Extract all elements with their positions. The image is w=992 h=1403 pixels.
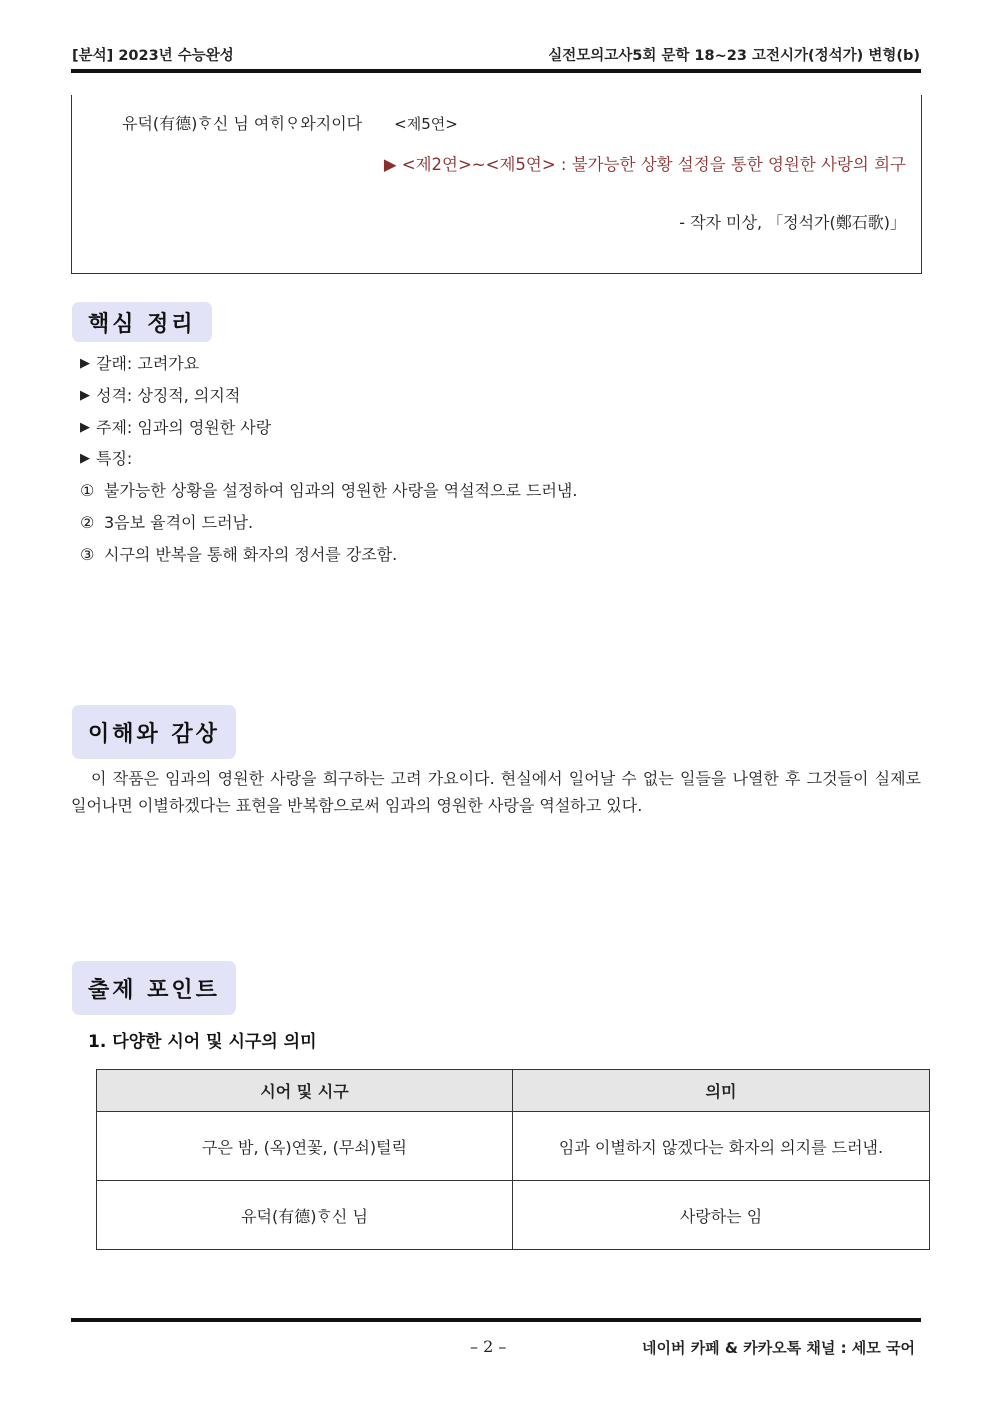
- poem-text: 유덕(有德)ᄒᆞ신 님 여ᄒᆡᄋᆞ와지이다: [122, 114, 363, 133]
- header-left: [분석] 2023년 수능완성: [72, 48, 234, 64]
- table-cell: 임과 이별하지 않겠다는 화자의 의지를 드러냄.: [513, 1112, 930, 1181]
- table-row: [97, 1181, 930, 1250]
- feature-item: ① 불가능한 상황을 설정하여 임과의 영원한 사랑을 역설적으로 드러냄.: [80, 479, 577, 511]
- feature-item: ③ 시구의 반복을 통해 화자의 정서를 강조함.: [80, 543, 577, 575]
- column-header: 시어 및 시구: [97, 1070, 513, 1112]
- list-item: ▶ 갈래: 고려가요: [80, 352, 577, 384]
- triangle-bullet-icon: ▶: [80, 419, 90, 435]
- triangle-bullet-icon: ▶: [80, 356, 90, 371]
- triangle-bullet-icon: ▶: [80, 387, 90, 403]
- feature-item: ② 3음보 율격이 드러남.: [80, 511, 577, 543]
- table-cell: 사랑하는 임: [513, 1181, 930, 1250]
- section-title-appreciation: 이해와 감상: [72, 705, 236, 759]
- poem-line: [122, 111, 458, 134]
- section-title-core: 핵심 정리: [72, 302, 212, 342]
- vocab-table: [96, 1069, 930, 1250]
- appreciation-text: 이 작품은 임과의 영원한 사랑을 희구하는 고려 가요이다. 현실에서 일어날 수 없는 일들을 나열한 후 그것들이 실제로 일어나면 이별하겠다는 표현을 반복함으로써 임과의 영원한 사랑을 역설하고 있다.: [71, 769, 921, 815]
- footer-channel: 네이버 카페 & 카카오톡 채널 : 세모 국어: [642, 1339, 915, 1357]
- feature-number: ①: [80, 481, 95, 501]
- poem-summary: ▶ <제2연>~<제5연> : 불가능한 상황 설정을 통한 영원한 사랑의 희구: [383, 155, 906, 174]
- point-heading: 1. 다양한 시어 및 시구의 의미: [88, 1032, 317, 1052]
- header-rule: [71, 69, 921, 73]
- column-header: 의미: [513, 1070, 930, 1112]
- stanza-tag: <제5연>: [394, 115, 458, 133]
- list-item: ▶ 성격: 상징적, 의지적: [80, 384, 577, 416]
- list-item: ▶ 주제: 임과의 영원한 사랑: [80, 416, 577, 448]
- feature-number: ②: [80, 512, 95, 532]
- table-cell: 유덕(有德)ᄒᆞ신 님: [97, 1181, 513, 1250]
- table-header-row: [97, 1070, 930, 1112]
- footer-rule: [71, 1318, 921, 1322]
- page-number: – 2 –: [470, 1337, 507, 1356]
- poem-author: - 작자 미상, 「정석가(鄭石歌)」: [679, 213, 906, 232]
- table-row: [97, 1112, 930, 1181]
- header-right: 실전모의고사5회 문학 18~23 고전시가(정석가) 변형(b): [548, 48, 920, 64]
- core-list: [80, 352, 577, 575]
- poem-box: [71, 95, 922, 274]
- list-item: ▶ 특징:: [80, 447, 577, 479]
- triangle-bullet-icon: ▶: [80, 451, 90, 467]
- feature-number: ③: [80, 544, 95, 564]
- section-title-points: 출제 포인트: [72, 961, 236, 1015]
- table-cell: 구은 밤, (옥)연꽃, (무쇠)털릭: [97, 1112, 513, 1181]
